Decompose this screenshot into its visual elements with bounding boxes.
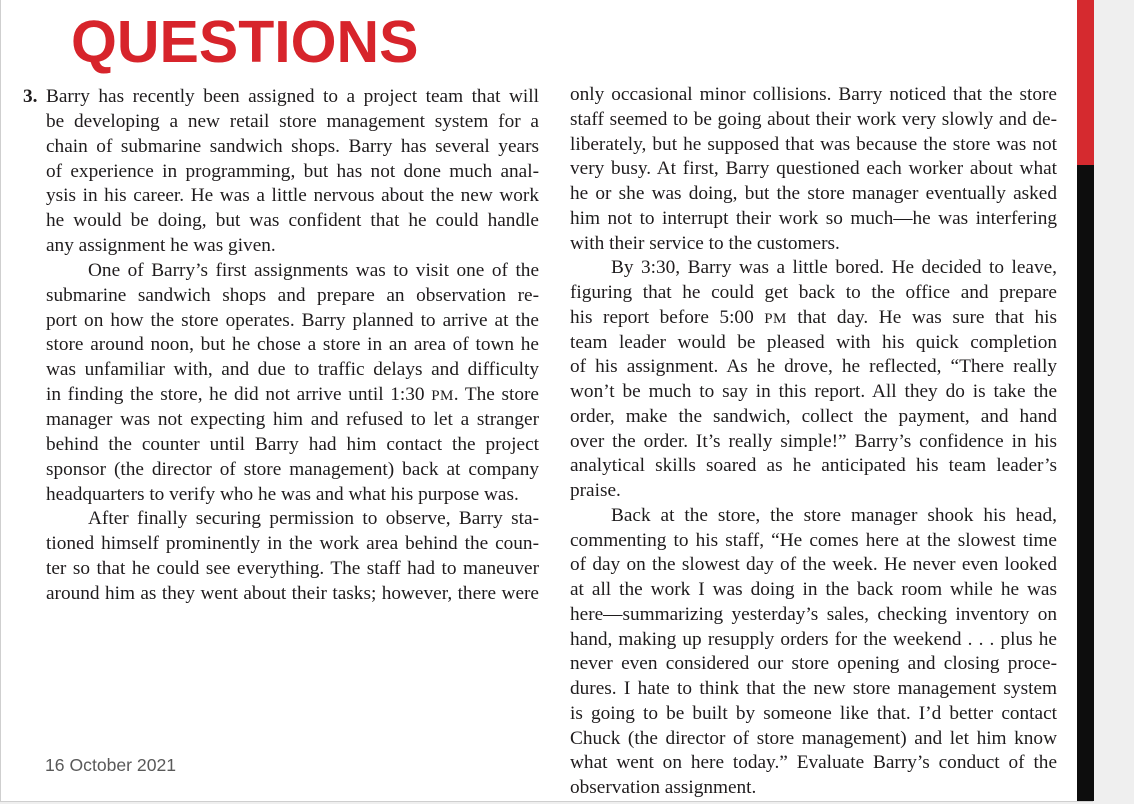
text-line: staff seemed to be going about their work very slowly and de- [570, 108, 1057, 130]
text-line: his report before 5:00 PM that day. He was sure that his [570, 306, 1057, 328]
text-line: of day on the slowest day of the week. He never even looked [570, 554, 1057, 576]
text-line: Chuck (the director of store management) and let him know [570, 727, 1057, 749]
text-line: around him as they went about their tasks; however, there were [46, 582, 539, 604]
text-line: of his assignment. As he drove, he reflected, “There really [570, 356, 1057, 378]
text-line: him not to interrupt their work so much—he was interfering [570, 207, 1057, 229]
text-line: he would be doing, but was confident that he could handle [46, 210, 539, 232]
text-line: won’t be much to say in this report. All they do is take the [570, 381, 1057, 402]
text-line: sponsor (the director of store management) back at company [46, 458, 539, 480]
accent-bar-black [1077, 165, 1094, 801]
text-line: praise. [570, 480, 621, 501]
text-line: is going to be built by someone like that. I’d better contact [570, 702, 1057, 724]
text-line: ysis in his career. He was a little nervous about the new work [46, 185, 539, 207]
text-line: with their service to the customers. [570, 232, 840, 254]
text-line: what went on here today.” Evaluate Barry’s conduct of the [570, 752, 1057, 774]
text-line: observation assignment. [570, 777, 757, 798]
text-line: manager was not expecting him and refused to let a stranger [46, 408, 539, 430]
text-line: be developing a new retail store management system for a [46, 110, 539, 132]
text-line: ter so that he could see everything. The staff had to maneuver [46, 558, 539, 580]
text-line: only occasional minor collisions. Barry noticed that the store [570, 84, 1057, 105]
text-line: Barry has recently been assigned to a project team that will [46, 86, 539, 107]
text-line: liberately, but he supposed that was because the store was not [570, 133, 1057, 155]
text-line: order, make the sandwich, collect the payment, and hand [570, 405, 1057, 427]
text-line: behind the counter until Barry had him contact the project [46, 433, 539, 455]
text-line: he or she was doing, but the store manager eventually asked [570, 183, 1057, 204]
text-line: in finding the store, he did not arrive until 1:30 PM. The store [46, 384, 539, 406]
text-line: headquarters to verify who he was and what his purpose was. [46, 483, 519, 505]
text-line: Back at the store, the store manager shook his head, [611, 504, 1057, 526]
small-caps-pm: PM [764, 310, 787, 327]
text-line: dures. I hate to think that the new store management system [570, 678, 1057, 699]
text-line: After finally securing permission to observe, Barry sta- [88, 508, 539, 530]
text-line: tioned himself prominently in the work area behind the coun- [46, 533, 539, 555]
text-line: never even considered our store opening and closing proce- [570, 653, 1057, 675]
text-line: at all the work I was doing in the back room while he was [570, 579, 1057, 600]
text-column-right [570, 83, 1057, 801]
slide-title: QUESTIONS [71, 9, 419, 75]
text-line: team leader would be pleased with his quick completion [570, 331, 1057, 353]
text-line: any assignment he was given. [46, 235, 276, 257]
text-line: By 3:30, Barry was a little bored. He decided to leave, [611, 257, 1057, 279]
text-line: here—summarizing yesterday’s sales, checking inventory on [570, 603, 1057, 625]
slide-date: 16 October 2021 [45, 755, 177, 775]
text-line: over the order. It’s really simple!” Barry’s confidence in his [570, 430, 1057, 452]
text-line: very busy. At first, Barry questioned each worker about what [570, 158, 1057, 180]
question-number: 3. [23, 86, 38, 107]
text-line: was unfamiliar with, and due to traffic delays and difficulty [46, 359, 539, 381]
text-line: of experience in programming, but has not done much anal- [46, 160, 539, 182]
text-line: analytical skills soared as he anticipated his team leader’s [570, 455, 1057, 477]
text-line: submarine sandwich shops and prepare an observation re- [46, 284, 539, 306]
accent-bar-red [1077, 0, 1094, 165]
text-line: chain of submarine sandwich shops. Barry has several years [46, 135, 539, 157]
small-caps-pm: PM [431, 388, 454, 405]
text-line: One of Barry’s first assignments was to visit one of the [88, 259, 539, 281]
text-line: store around noon, but he chose a store in an area of town he [46, 334, 539, 356]
text-column-left [46, 85, 539, 607]
text-line: figuring that he could get back to the office and prepare [570, 282, 1057, 303]
text-line: port on how the store operates. Barry planned to arrive at the [46, 309, 539, 331]
text-line: commenting to his staff, “He comes here at the slowest time [570, 529, 1057, 551]
text-line: hand, making up resupply orders for the weekend . . . plus he [570, 628, 1057, 650]
